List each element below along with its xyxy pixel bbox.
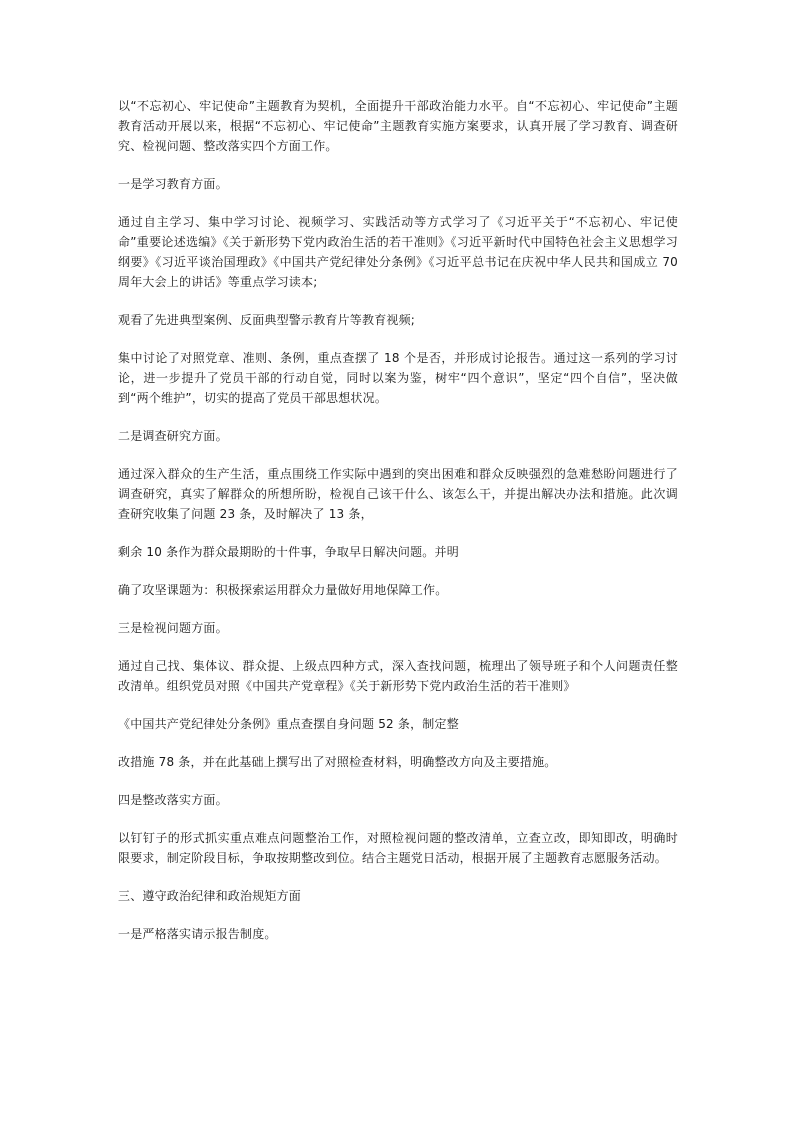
paragraph-inspection-methods: 通过自己找、集体议、群众提、上级点四种方式，深入查找问题，梳理出了领导班子和个人问题责任整改清单。组织党员对照《中国共产党章程》《关于新形势下党内政治生活的若干准则》 [118,659,678,693]
paragraph-rectification-measures: 改措施 78 条，并在此基础上撰写出了对照检查材料，明确整改方向及主要措施。 [118,755,557,769]
paragraph-discipline-regulation: 《中国共产党纪律处分条例》重点查摆自身问题 52 条，制定整 [118,717,459,731]
paragraph-remaining-issues: 剩余 10 条作为群众最期盼的十件事，争取早日解决问题。并明 [118,545,459,559]
paragraph-group-discussion: 集中讨论了对照党章、准则、条例，重点查摆了 18 个是否，并形成讨论报告。通过这一系列的学习讨论，进一步提升了党员干部的行动自觉，同时以案为鉴，树牢“四个意识”，坚定“四个自信”，坚决做到“两个维护”，切实的提高了党员干部思想状况。 [118,351,678,405]
heading-study-education: 一是学习教育方面。 [118,177,228,191]
heading-political-discipline: 三、遵守政治纪律和政治规矩方面 [118,889,302,903]
heading-inspection: 三是检视问题方面。 [118,621,228,635]
paragraph-rectification-detail: 以钉钉子的形式抓实重点难点问题整治工作，对照检视问题的整改清单，立查立改，即知即改，明确时限要求，制定阶段目标，争取按期整改到位。结合主题党日活动，根据开展了主题教育志愿服务活动。 [118,831,678,865]
heading-reporting-system: 一是严格落实请示报告制度。 [118,927,277,941]
paragraph-intro: 以“不忘初心、牢记使命”主题教育为契机，全面提升干部政治能力水平。自“不忘初心、牢记使命”主题教育活动开展以来，根据“不忘初心、牢记使命”主题教育实施方案要求，认真开展了学习教育、调查研究、检视问题、整改落实四个方面工作。 [118,99,678,153]
heading-rectification: 四是整改落实方面。 [118,793,228,807]
paragraph-watch-videos: 观看了先进典型案例、反面典型警示教育片等教育视频; [118,313,416,327]
document-page [118,96,678,962]
paragraph-research-detail: 通过深入群众的生产生活，重点围绕工作实际中遇到的突出困难和群众反映强烈的急难愁盼问题进行了调查研究，真实了解群众的所想所盼，检视自己该干什么、该怎么干，并提出解决办法和措施。此次调查研究收集了问题 23 条，及时解决了 13 条， [118,467,678,521]
heading-research: 二是调查研究方面。 [118,429,228,443]
paragraph-key-topic: 确了攻坚课题为：积极探索运用群众力量做好用地保障工作。 [118,583,448,597]
paragraph-study-methods: 通过自主学习、集中学习讨论、视频学习、实践活动等方式学习了《习近平关于“不忘初心、牢记使命”重要论述选编》《关于新形势下党内政治生活的若干准则》《习近平新时代中国特色社会主义思想学习纲要》《习近平谈治国理政》《中国共产党纪律处分条例》《习近平总书记在庆祝中华人民共和国成立 70 周年大会上的讲话》等重点学习读本; [118,215,678,289]
